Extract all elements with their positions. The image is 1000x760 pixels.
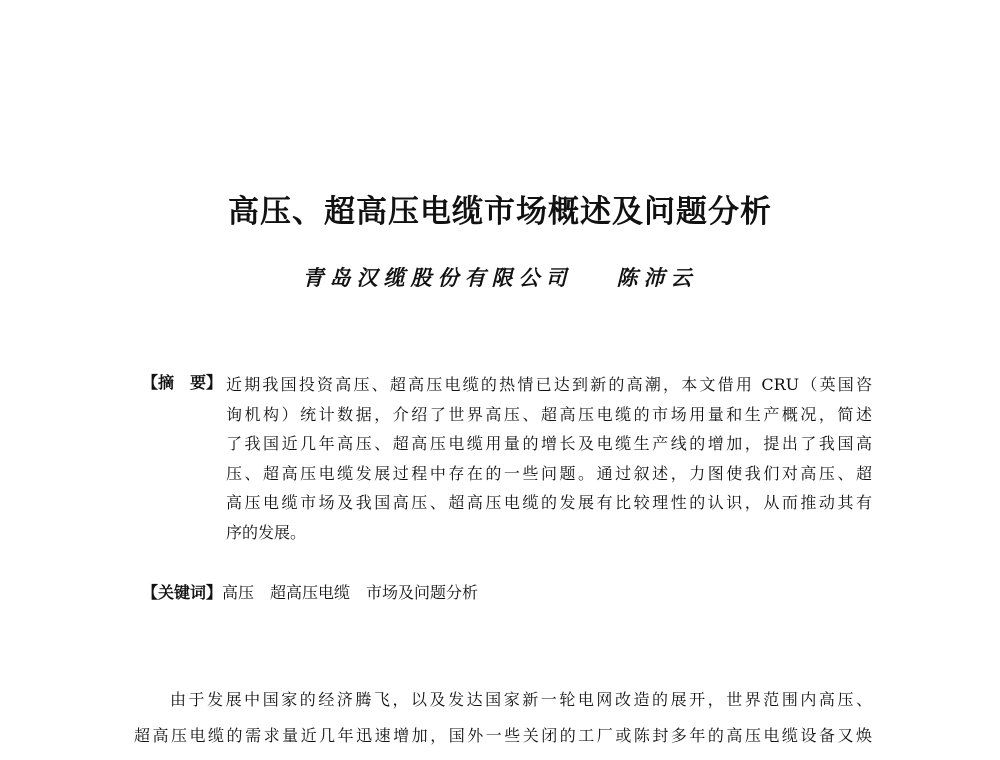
- abstract-line: 高压电缆市场及我国高压、超高压电缆的发展有比较理性的认识，从而推动其有: [226, 493, 872, 513]
- abstract-line: 压、超高压电缆发展过程中存在的一些问题。通过叙述，力图使我们对高压、超: [226, 463, 872, 483]
- abstract-line: 了我国近几年高压、超高压电缆用量的增长及电缆生产线的增加，提出了我国高: [226, 434, 872, 454]
- byline: [0, 262, 1000, 292]
- keywords-section: [142, 578, 494, 608]
- body-line: 由于发展中国家的经济腾飞，以及发达国家新一轮电网改造的展开，世界范围内高压、: [170, 690, 872, 709]
- keyword: 高压: [222, 583, 255, 602]
- abstract-line: 近期我国投资高压、超高压电缆的热情已达到新的高潮，本文借用 CRU（英国咨: [226, 375, 872, 394]
- author-organization: 青岛汉缆股份有限公司: [302, 265, 573, 290]
- body-paragraph: [134, 682, 872, 754]
- abstract-line: 序的发展。: [226, 522, 307, 542]
- keyword: 超高压电缆: [270, 583, 351, 602]
- keyword: 市场及问题分析: [366, 583, 479, 602]
- abstract-label: 【摘 要】: [142, 373, 223, 392]
- abstract-section: [142, 370, 872, 548]
- paper-title: 高压、超高压电缆市场概述及问题分析: [228, 194, 772, 230]
- body-line: 超高压电缆的需求量近几年迅速增加，国外一些关闭的工厂或陈封多年的高压电缆设备又焕: [134, 726, 872, 745]
- keywords-label: 【关键词】: [142, 583, 223, 602]
- abstract-line: 询机构）统计数据，介绍了世界高压、超高压电缆的市场用量和生产概况，简述: [226, 404, 872, 424]
- author-name: 陈沛云: [616, 265, 698, 290]
